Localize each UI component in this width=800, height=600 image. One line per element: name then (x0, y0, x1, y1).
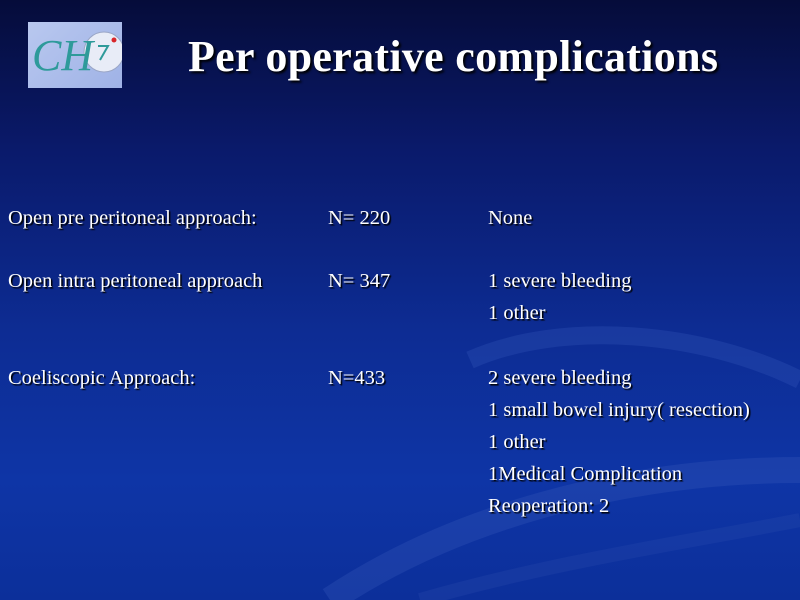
complication-list (488, 202, 532, 234)
complication-list (488, 362, 750, 522)
approach-label: Coeliscopic Approach: (8, 367, 196, 389)
logo-text: CH (32, 31, 94, 80)
list-item: 2 severe bleeding (488, 367, 632, 389)
complication-list (488, 265, 631, 329)
list-item: 1 small bowel injury( resection) (488, 399, 750, 421)
list-item: Reoperation: 2 (488, 495, 610, 517)
page-title: Per operative complications (188, 32, 719, 81)
list-item: 1 other (488, 431, 546, 453)
list-item: 1Medical Complication (488, 463, 683, 485)
approach-label: Open intra peritoneal approach (8, 270, 263, 292)
patient-count: N= 220 (328, 207, 391, 229)
list-item: 1 severe bleeding (488, 270, 632, 292)
logo (28, 22, 122, 88)
approach-label: Open pre peritoneal approach: (8, 207, 257, 229)
list-item: None (488, 207, 533, 229)
patient-count: N= 347 (328, 270, 391, 292)
list-item: 1 other (488, 302, 546, 324)
logo-emblem-icon (28, 22, 122, 88)
patient-count: N=433 (328, 367, 386, 389)
